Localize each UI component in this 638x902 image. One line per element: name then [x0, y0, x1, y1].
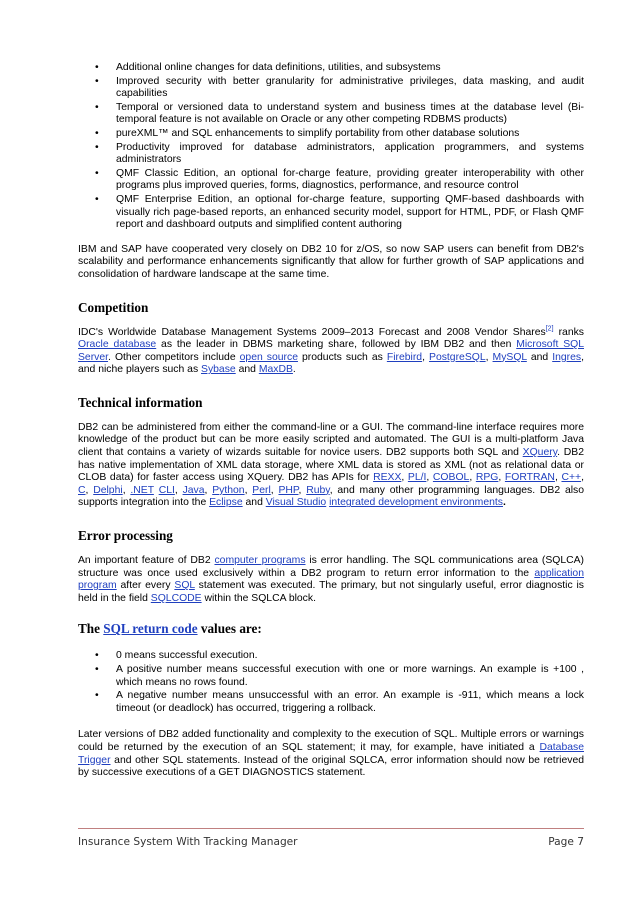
text: , and niche players such as [78, 351, 584, 376]
page-footer [78, 828, 584, 848]
link-php[interactable]: PHP [278, 484, 299, 496]
page-content [78, 62, 584, 780]
list-item-text: Improved security with better granularity for administrative privileges, data masking, and audit capabilities [116, 75, 584, 100]
link-maxdb[interactable]: MaxDB [258, 364, 293, 376]
footer-title: Insurance System With Tracking Manager [78, 836, 298, 848]
text: , [122, 484, 131, 496]
link-application-program[interactable]: application program [78, 567, 584, 592]
feature-list [78, 62, 584, 232]
technical-paragraph [78, 422, 584, 510]
text: is error handling. The SQL communications area (SQLCA) structure was once used exclusively within a DB2 program to return error information to the [78, 555, 585, 579]
text: , and many other programming languages. DB2 also supports integration into the [78, 484, 585, 509]
bullet-icon: • [95, 127, 99, 139]
link-visual-studio[interactable]: Visual Studio [265, 497, 327, 509]
text: and [235, 364, 259, 376]
competition-heading: Competition [78, 299, 149, 315]
text: within the SQLCA block. [201, 592, 316, 604]
link-sql[interactable]: SQL [174, 580, 195, 592]
bullet-icon: • [95, 141, 99, 153]
link-rexx[interactable]: REXX [373, 472, 402, 484]
link-delphi[interactable]: Delphi [93, 484, 123, 496]
list-item [78, 142, 584, 167]
list-item [78, 102, 584, 127]
return-code-list [78, 650, 584, 715]
bullet-icon: • [95, 193, 99, 205]
link-perl[interactable]: Perl [252, 484, 271, 496]
link-sybase[interactable]: Sybase [201, 364, 236, 376]
competition-paragraph [78, 327, 584, 377]
list-item [78, 690, 584, 715]
list-item-text: Productivity improved for database administrators, application programmers, and systems administrators [116, 141, 584, 166]
list-item-text: QMF Classic Edition, an optional for-charge feature, providing greater interoperability with other programs plus improved queries, forms, diagnostics, performance, and resource control [116, 167, 584, 192]
list-item [78, 76, 584, 101]
text: , [204, 484, 213, 496]
text: statement was executed. The primary, but not singularly useful, error diagnostic is held in the field [78, 580, 584, 604]
link-oracle-database[interactable]: Oracle database [78, 339, 157, 351]
list-item-text: Temporal or versioned data to understand system and business times at the database level (Bi-temporal feature is not available on Oracle or any other competing RDBMS products) [116, 101, 584, 126]
text: , [244, 484, 253, 496]
text: products such as [297, 351, 387, 363]
link-dotnet[interactable]: .NET [130, 484, 154, 496]
list-item [78, 128, 584, 141]
ibm-sap-paragraph: IBM and SAP have cooperated very closely on DB2 10 for z/OS, so now SAP users can benefit from DB2's scalability and performance enhancements significantly that allow for further growth of SAP applications and consolidation of hardware landscape at the same time. [78, 243, 584, 280]
error-paragraph [78, 555, 584, 605]
text: , [270, 484, 279, 496]
link-cli[interactable]: CLI [158, 484, 175, 496]
bullet-icon: • [95, 101, 99, 113]
text: An important feature of DB2 [78, 555, 215, 567]
link-cpp[interactable]: C++ [561, 472, 582, 484]
bullet-icon: • [95, 690, 99, 702]
link-microsoft-sql-server[interactable]: Microsoft SQL Server [78, 339, 584, 363]
text: ranks [553, 326, 585, 338]
link-mysql[interactable]: MySQL [492, 351, 527, 363]
link-python[interactable]: Python [212, 484, 245, 496]
list-item [78, 194, 584, 232]
text: , [498, 472, 505, 484]
text: . [502, 497, 506, 509]
link-firebird[interactable]: Firebird [386, 351, 423, 363]
bullet-icon: • [95, 167, 99, 179]
text: . DB2 has native implementation of XML data storage, where XML data is stored as XML (not as relational data or CLOB data) for faster access using XQuery. DB2 has APIs for [78, 447, 584, 484]
list-item-text: pureXML™ and SQL enhancements to simplify portability from other database solutions [116, 127, 520, 139]
text: , [422, 351, 430, 363]
citation-link[interactable]: [2] [545, 325, 554, 333]
text: as the leader in DBMS marketing share, followed by IBM DB2 and then [156, 339, 517, 351]
link-java[interactable]: Java [182, 484, 205, 496]
bullet-icon: • [95, 62, 99, 73]
link-c[interactable]: C [78, 484, 86, 496]
list-item [78, 168, 584, 193]
link-open-source[interactable]: open source [239, 351, 298, 363]
text: and other SQL statements. Instead of the original SQLCA, error information should now be retrieved by successive executions of a GET DIAGNOSTICS statement. [78, 754, 584, 779]
text: . Other competitors include [108, 351, 240, 363]
link-sql-return-code[interactable]: SQL return code [103, 621, 198, 637]
page-number: Page 7 [548, 836, 584, 848]
list-item [78, 664, 584, 689]
link-cobol[interactable]: COBOL [432, 472, 470, 484]
text: Later versions of DB2 added functionality and complexity to the execution of SQL. Multiple errors or warnings could be returned by the execution of an SQL statement; it may, for example, have initiated a [78, 729, 584, 753]
text: , [298, 484, 307, 496]
text: The [78, 621, 104, 637]
text: , [554, 472, 562, 484]
list-item [78, 650, 584, 663]
list-item-text: 0 means successful execution. [116, 650, 258, 662]
text: , [485, 351, 493, 363]
link-sqlcode[interactable]: SQLCODE [150, 592, 202, 604]
link-computer-programs[interactable]: computer programs [214, 555, 306, 567]
link-xquery[interactable]: XQuery [522, 447, 558, 459]
link-postgresql[interactable]: PostgreSQL [429, 351, 486, 363]
text: , [426, 472, 433, 484]
bullet-icon: • [95, 650, 99, 662]
list-item-text: QMF Enterprise Edition, an optional for-charge feature, supporting QMF-based dashboards with visually rich page-based reports, an enhanced security model, support for HTML, PDF, or Flash QMF report and dashboard outputs and simplified content authoring [116, 193, 584, 231]
text: , [174, 484, 183, 496]
link-ruby[interactable]: Ruby [306, 484, 330, 496]
return-code-heading [78, 621, 584, 636]
link-eclipse[interactable]: Eclipse [209, 497, 243, 509]
link-ide[interactable]: integrated development environments [329, 497, 503, 509]
link-fortran[interactable]: FORTRAN [504, 472, 555, 484]
link-rpg[interactable]: RPG [475, 472, 499, 484]
text: . [292, 364, 296, 376]
text: DB2 can be administered from either the command-line or a GUI. The command-line interface requires more knowledge of the product but can be more easily scripted and automated. The GUI is a multi-platform Java client that contains a variety of wizards suitable for novice users. DB2 supports both SQL and [78, 421, 584, 459]
list-item-text: A negative number means unsuccessful with an error. An example is -911, which means a lock timeout (or deadlock) has occurred, triggering a rollback. [116, 690, 584, 714]
list-item-text: Additional online changes for data definitions, utilities, and subsystems [116, 62, 441, 73]
text: , [85, 484, 94, 496]
link-ingres[interactable]: Ingres [552, 351, 582, 363]
text: , [401, 472, 408, 484]
text: after every [116, 580, 175, 592]
link-pli[interactable]: PL/I [407, 472, 427, 484]
text: values are: [197, 621, 262, 637]
list-item-text: A positive number means successful execution with one or more warnings. An example is +100 , which means no rows found. [116, 664, 584, 688]
technical-heading: Technical information [78, 394, 203, 410]
list-item [78, 62, 584, 75]
text: , [469, 472, 476, 484]
later-versions-paragraph [78, 729, 584, 779]
error-heading: Error processing [78, 528, 173, 544]
bullet-icon: • [95, 664, 99, 675]
text: and [242, 497, 266, 509]
text: IDC's Worldwide Database Management Systems 2009–2013 Forecast and 2008 Vendor Shares [78, 326, 546, 338]
link-database-trigger[interactable]: Database Trigger [78, 741, 584, 766]
bullet-icon: • [95, 75, 99, 87]
text: and [526, 351, 553, 363]
text: , [581, 472, 584, 484]
